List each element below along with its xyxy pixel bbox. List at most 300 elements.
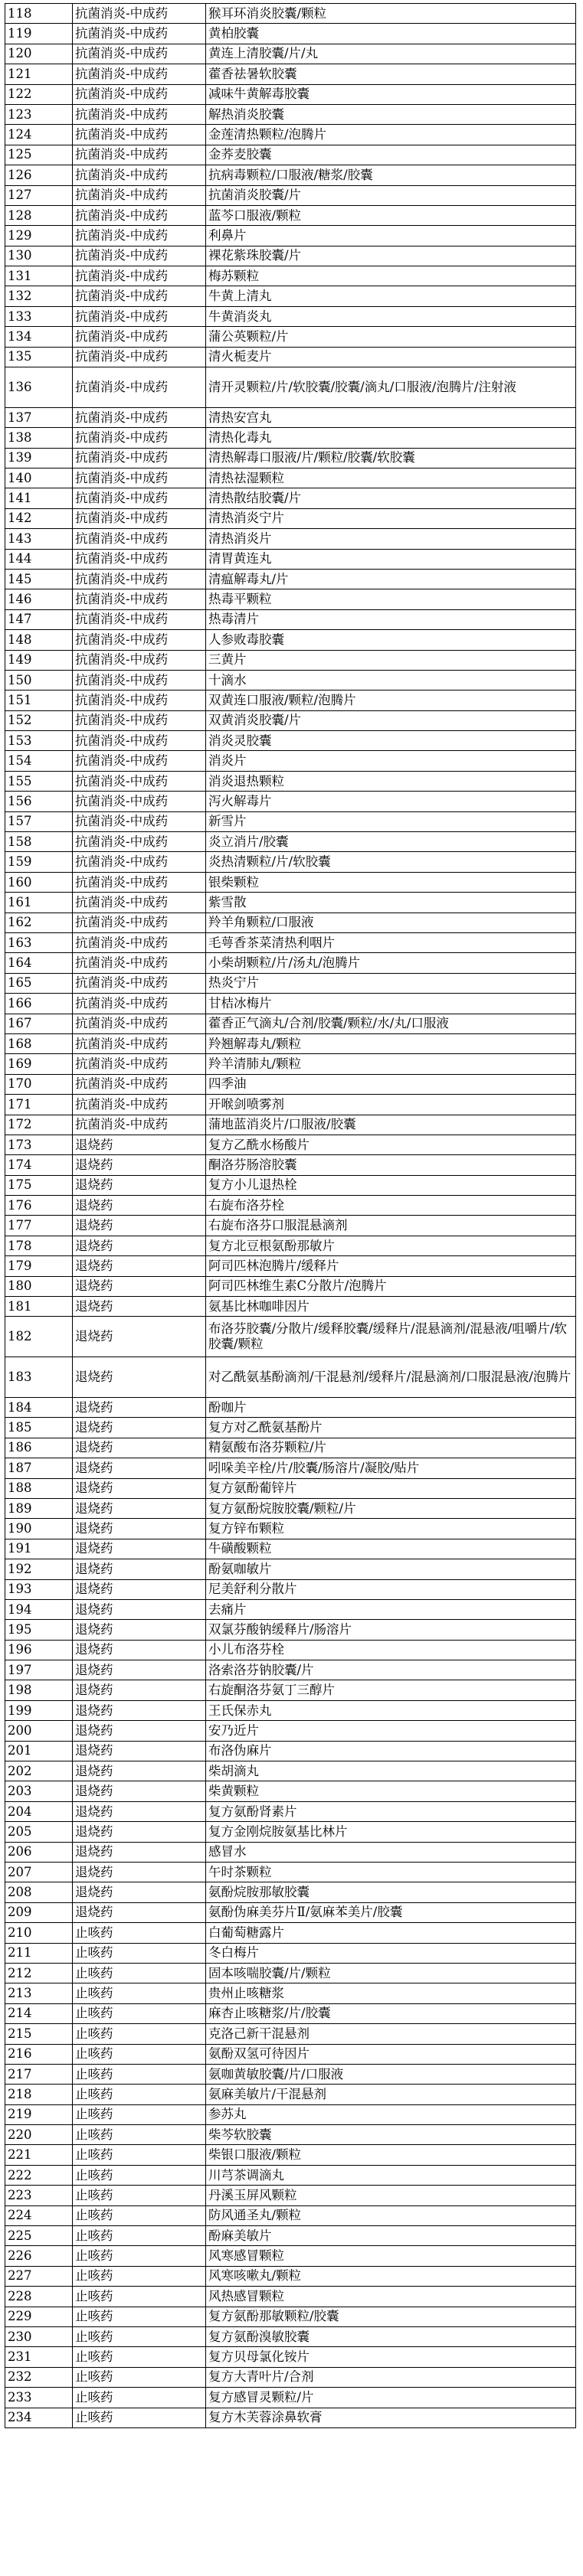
row-category: 退烧药 bbox=[73, 1478, 206, 1498]
row-category: 退烧药 bbox=[73, 1640, 206, 1660]
row-number: 176 bbox=[5, 1196, 73, 1216]
table-row bbox=[5, 2347, 576, 2367]
row-category: 抗菌消炎-中成药 bbox=[73, 771, 206, 791]
table-row bbox=[5, 670, 576, 690]
row-number: 145 bbox=[5, 569, 73, 589]
row-number: 203 bbox=[5, 1781, 73, 1801]
row-category: 止咳药 bbox=[73, 2226, 206, 2246]
row-number: 146 bbox=[5, 589, 73, 609]
table-row bbox=[5, 2064, 576, 2084]
row-category: 抗菌消炎-中成药 bbox=[73, 670, 206, 690]
row-category: 止咳药 bbox=[73, 2104, 206, 2124]
table-row bbox=[5, 2044, 576, 2064]
row-drug-name: 炎热清颗粒/片/软胶囊 bbox=[206, 852, 576, 872]
row-drug-name: 复方氨酚葡锌片 bbox=[206, 1478, 576, 1498]
row-number: 221 bbox=[5, 2145, 73, 2165]
row-category: 退烧药 bbox=[73, 1761, 206, 1781]
row-number: 157 bbox=[5, 811, 73, 831]
table-row bbox=[5, 1842, 576, 1862]
row-drug-name: 清热散结胶囊/片 bbox=[206, 488, 576, 508]
row-drug-name: 酚氨咖敏片 bbox=[206, 1559, 576, 1579]
row-drug-name: 复方木芙蓉涂鼻软膏 bbox=[206, 2408, 576, 2427]
row-number: 208 bbox=[5, 1882, 73, 1902]
row-drug-name: 蒲公英颗粒/片 bbox=[206, 327, 576, 347]
row-number: 132 bbox=[5, 286, 73, 306]
row-drug-name: 减味牛黄解毒胶囊 bbox=[206, 84, 576, 104]
table-row bbox=[5, 650, 576, 670]
table-row bbox=[5, 246, 576, 266]
row-number: 230 bbox=[5, 2326, 73, 2346]
row-drug-name: 对乙酰氨基酚滴剂/干混悬剂/缓释片/混悬滴剂/口服混悬液/泡腾片 bbox=[206, 1357, 576, 1398]
row-drug-name: 布洛芬胶囊/分散片/缓释胶囊/缓释片/混悬滴剂/混悬液/咀嚼片/软胶囊/颗粒 bbox=[206, 1317, 576, 1357]
row-category: 抗菌消炎-中成药 bbox=[73, 205, 206, 225]
row-category: 退烧药 bbox=[73, 1438, 206, 1458]
row-category: 退烧药 bbox=[73, 1700, 206, 1720]
row-number: 151 bbox=[5, 691, 73, 710]
row-number: 137 bbox=[5, 407, 73, 427]
row-category: 退烧药 bbox=[73, 1579, 206, 1599]
row-drug-name: 风寒咳嗽丸/颗粒 bbox=[206, 2266, 576, 2286]
row-number: 135 bbox=[5, 347, 73, 367]
row-category: 退烧药 bbox=[73, 1276, 206, 1296]
row-number: 202 bbox=[5, 1761, 73, 1781]
row-drug-name: 感冒水 bbox=[206, 1842, 576, 1862]
row-number: 119 bbox=[5, 24, 73, 44]
row-number: 123 bbox=[5, 104, 73, 124]
row-drug-name: 氨基比林咖啡因片 bbox=[206, 1297, 576, 1317]
row-drug-name: 阿司匹林维生素C分散片/泡腾片 bbox=[206, 1276, 576, 1296]
row-drug-name: 克洛己新干混悬剂 bbox=[206, 2024, 576, 2044]
row-drug-name: 紫雪散 bbox=[206, 893, 576, 913]
row-drug-name: 热毒平颗粒 bbox=[206, 589, 576, 609]
row-drug-name: 固本咳喘胶囊/片/颗粒 bbox=[206, 1963, 576, 1983]
table-row bbox=[5, 932, 576, 952]
row-drug-name: 右旋布洛芬栓 bbox=[206, 1196, 576, 1216]
table-row bbox=[5, 1579, 576, 1599]
row-number: 150 bbox=[5, 670, 73, 690]
table-row bbox=[5, 469, 576, 488]
row-number: 128 bbox=[5, 205, 73, 225]
row-drug-name: 银柴颗粒 bbox=[206, 872, 576, 892]
table-row bbox=[5, 2125, 576, 2145]
row-drug-name: 洛索洛芬钠胶囊/片 bbox=[206, 1660, 576, 1680]
row-drug-name: 氨酚伪麻美芬片Ⅱ/氨麻苯美片/胶囊 bbox=[206, 1902, 576, 1922]
table-row bbox=[5, 1781, 576, 1801]
row-number: 199 bbox=[5, 1700, 73, 1720]
row-category: 抗菌消炎-中成药 bbox=[73, 751, 206, 771]
row-drug-name: 复方大青叶片/合剂 bbox=[206, 2367, 576, 2387]
row-drug-name: 防风通圣丸/颗粒 bbox=[206, 2205, 576, 2225]
row-drug-name: 风寒感冒颗粒 bbox=[206, 2246, 576, 2266]
row-number: 196 bbox=[5, 1640, 73, 1660]
row-drug-name: 氨咖黄敏胶囊/片/口服液 bbox=[206, 2064, 576, 2084]
row-category: 抗菌消炎-中成药 bbox=[73, 226, 206, 246]
row-number: 215 bbox=[5, 2024, 73, 2044]
row-category: 抗菌消炎-中成药 bbox=[73, 64, 206, 84]
table-row bbox=[5, 1801, 576, 1821]
row-category: 止咳药 bbox=[73, 2266, 206, 2286]
row-category: 抗菌消炎-中成药 bbox=[73, 185, 206, 205]
row-number: 120 bbox=[5, 44, 73, 64]
table-row bbox=[5, 508, 576, 528]
row-category: 抗菌消炎-中成药 bbox=[73, 529, 206, 549]
table-row bbox=[5, 1923, 576, 1943]
row-number: 224 bbox=[5, 2205, 73, 2225]
row-category: 抗菌消炎-中成药 bbox=[73, 145, 206, 165]
row-category: 抗菌消炎-中成药 bbox=[73, 994, 206, 1014]
row-number: 193 bbox=[5, 1579, 73, 1599]
row-number: 226 bbox=[5, 2246, 73, 2266]
row-category: 抗菌消炎-中成药 bbox=[73, 44, 206, 64]
row-category: 抗菌消炎-中成药 bbox=[73, 469, 206, 488]
row-number: 219 bbox=[5, 2104, 73, 2124]
table-row bbox=[5, 1115, 576, 1135]
table-row bbox=[5, 2003, 576, 2023]
row-drug-name: 羚羊角颗粒/口服液 bbox=[206, 913, 576, 932]
row-category: 止咳药 bbox=[73, 2064, 206, 2084]
table-row bbox=[5, 367, 576, 408]
table-row bbox=[5, 1963, 576, 1983]
row-category: 退烧药 bbox=[73, 1196, 206, 1216]
row-drug-name: 清热祛湿颗粒 bbox=[206, 469, 576, 488]
table-row bbox=[5, 1175, 576, 1195]
row-drug-name: 右旋布洛芬口服混悬滴剂 bbox=[206, 1216, 576, 1236]
row-number: 142 bbox=[5, 508, 73, 528]
row-drug-name: 解热消炎胶囊 bbox=[206, 104, 576, 124]
row-category: 抗菌消炎-中成药 bbox=[73, 811, 206, 831]
row-drug-name: 牛磺酸颗粒 bbox=[206, 1539, 576, 1559]
table-row bbox=[5, 1498, 576, 1518]
row-number: 227 bbox=[5, 2266, 73, 2286]
table-row bbox=[5, 1458, 576, 1478]
row-number: 190 bbox=[5, 1519, 73, 1539]
table-row bbox=[5, 1256, 576, 1276]
row-number: 178 bbox=[5, 1236, 73, 1255]
row-category: 退烧药 bbox=[73, 1357, 206, 1398]
row-number: 169 bbox=[5, 1054, 73, 1074]
row-category: 止咳药 bbox=[73, 2085, 206, 2104]
table-row bbox=[5, 347, 576, 367]
table-row bbox=[5, 1135, 576, 1154]
table-row bbox=[5, 1700, 576, 1720]
row-number: 154 bbox=[5, 751, 73, 771]
table-row bbox=[5, 2205, 576, 2225]
row-category: 止咳药 bbox=[73, 1943, 206, 1963]
table-row bbox=[5, 2408, 576, 2427]
row-category: 抗菌消炎-中成药 bbox=[73, 953, 206, 973]
row-drug-name: 金荞麦胶囊 bbox=[206, 145, 576, 165]
row-category: 止咳药 bbox=[73, 2165, 206, 2185]
row-category: 止咳药 bbox=[73, 1963, 206, 1983]
row-drug-name: 冬白梅片 bbox=[206, 1943, 576, 1963]
row-drug-name: 双氯芬酸钠缓释片/肠溶片 bbox=[206, 1620, 576, 1640]
row-number: 192 bbox=[5, 1559, 73, 1579]
row-number: 231 bbox=[5, 2347, 73, 2367]
row-category: 退烧药 bbox=[73, 1721, 206, 1741]
row-number: 184 bbox=[5, 1398, 73, 1418]
row-number: 217 bbox=[5, 2064, 73, 2084]
table-row bbox=[5, 145, 576, 165]
row-number: 194 bbox=[5, 1599, 73, 1619]
row-number: 222 bbox=[5, 2165, 73, 2185]
row-drug-name: 小柴胡颗粒/片/汤丸/泡腾片 bbox=[206, 953, 576, 973]
row-number: 134 bbox=[5, 327, 73, 347]
drug-list-table bbox=[5, 3, 576, 2428]
row-drug-name: 复方氨酚溴敏胶囊 bbox=[206, 2326, 576, 2346]
row-category: 抗菌消炎-中成药 bbox=[73, 549, 206, 569]
row-category: 抗菌消炎-中成药 bbox=[73, 508, 206, 528]
row-category: 止咳药 bbox=[73, 2186, 206, 2205]
row-drug-name: 人参败毒胶囊 bbox=[206, 630, 576, 650]
row-category: 抗菌消炎-中成药 bbox=[73, 266, 206, 286]
row-category: 退烧药 bbox=[73, 1418, 206, 1438]
row-drug-name: 风热感冒颗粒 bbox=[206, 2287, 576, 2307]
row-number: 125 bbox=[5, 145, 73, 165]
row-number: 179 bbox=[5, 1256, 73, 1276]
row-number: 136 bbox=[5, 367, 73, 408]
row-category: 止咳药 bbox=[73, 1983, 206, 2003]
row-number: 183 bbox=[5, 1357, 73, 1398]
table-row bbox=[5, 1599, 576, 1619]
row-category: 退烧药 bbox=[73, 1256, 206, 1276]
row-category: 退烧药 bbox=[73, 1498, 206, 1518]
row-drug-name: 氨麻美敏片/干混悬剂 bbox=[206, 2085, 576, 2104]
table-row bbox=[5, 1902, 576, 1922]
table-row bbox=[5, 731, 576, 751]
row-number: 153 bbox=[5, 731, 73, 751]
row-number: 138 bbox=[5, 428, 73, 448]
row-number: 206 bbox=[5, 1842, 73, 1862]
table-row bbox=[5, 44, 576, 64]
table-row bbox=[5, 1862, 576, 1882]
row-drug-name: 吲哚美辛栓/片/胶囊/肠溶片/凝胶/贴片 bbox=[206, 1458, 576, 1478]
row-drug-name: 消炎退热颗粒 bbox=[206, 771, 576, 791]
row-drug-name: 抗菌消炎胶囊/片 bbox=[206, 185, 576, 205]
row-category: 退烧药 bbox=[73, 1398, 206, 1418]
row-drug-name: 复方对乙酰氨基酚片 bbox=[206, 1418, 576, 1438]
table-row bbox=[5, 488, 576, 508]
row-drug-name: 十滴水 bbox=[206, 670, 576, 690]
table-row bbox=[5, 2388, 576, 2408]
table-row bbox=[5, 165, 576, 185]
row-category: 抗菌消炎-中成药 bbox=[73, 932, 206, 952]
row-drug-name: 王氏保赤丸 bbox=[206, 1700, 576, 1720]
row-drug-name: 金莲清热颗粒/泡腾片 bbox=[206, 125, 576, 145]
row-drug-name: 尼美舒利分散片 bbox=[206, 1579, 576, 1599]
row-drug-name: 川芎茶调滴丸 bbox=[206, 2165, 576, 2185]
row-drug-name: 复方感冒灵颗粒/片 bbox=[206, 2388, 576, 2408]
row-category: 退烧药 bbox=[73, 1902, 206, 1922]
row-category: 抗菌消炎-中成药 bbox=[73, 893, 206, 913]
table-row bbox=[5, 953, 576, 973]
row-number: 191 bbox=[5, 1539, 73, 1559]
row-category: 抗菌消炎-中成药 bbox=[73, 1074, 206, 1094]
table-row bbox=[5, 226, 576, 246]
row-drug-name: 丹溪玉屏风颗粒 bbox=[206, 2186, 576, 2205]
table-row bbox=[5, 1943, 576, 1963]
row-drug-name: 复方贝母氯化铵片 bbox=[206, 2347, 576, 2367]
row-drug-name: 白葡萄糖露片 bbox=[206, 1923, 576, 1943]
row-number: 173 bbox=[5, 1135, 73, 1154]
row-number: 161 bbox=[5, 893, 73, 913]
row-number: 171 bbox=[5, 1095, 73, 1115]
row-drug-name: 布洛伪麻片 bbox=[206, 1741, 576, 1761]
row-number: 185 bbox=[5, 1418, 73, 1438]
row-number: 186 bbox=[5, 1438, 73, 1458]
row-drug-name: 柴芩软胶囊 bbox=[206, 2125, 576, 2145]
row-drug-name: 清热消炎宁片 bbox=[206, 508, 576, 528]
row-category: 止咳药 bbox=[73, 2307, 206, 2326]
table-row bbox=[5, 1418, 576, 1438]
row-drug-name: 藿香祛暑软胶囊 bbox=[206, 64, 576, 84]
row-drug-name: 复方氨酚烷胺胶囊/颗粒/片 bbox=[206, 1498, 576, 1518]
row-number: 140 bbox=[5, 469, 73, 488]
row-number: 189 bbox=[5, 1498, 73, 1518]
table-row bbox=[5, 4, 576, 24]
row-drug-name: 羚翘解毒丸/颗粒 bbox=[206, 1033, 576, 1053]
row-drug-name: 清热消炎片 bbox=[206, 529, 576, 549]
row-category: 抗菌消炎-中成药 bbox=[73, 973, 206, 993]
row-drug-name: 午时茶颗粒 bbox=[206, 1862, 576, 1882]
row-category: 抗菌消炎-中成药 bbox=[73, 1115, 206, 1135]
table-row bbox=[5, 64, 576, 84]
table-row bbox=[5, 1014, 576, 1033]
row-drug-name: 炎立消片/胶囊 bbox=[206, 832, 576, 852]
table-row bbox=[5, 2085, 576, 2104]
table-row bbox=[5, 2326, 576, 2346]
table-row bbox=[5, 1660, 576, 1680]
table-row bbox=[5, 1882, 576, 1902]
table-row bbox=[5, 286, 576, 306]
row-drug-name: 酚麻美敏片 bbox=[206, 2226, 576, 2246]
row-drug-name: 开喉剑喷雾剂 bbox=[206, 1095, 576, 1115]
row-number: 218 bbox=[5, 2085, 73, 2104]
row-number: 147 bbox=[5, 609, 73, 629]
row-drug-name: 蒲地蓝消炎片/口服液/胶囊 bbox=[206, 1115, 576, 1135]
row-number: 201 bbox=[5, 1741, 73, 1761]
row-drug-name: 热炎宁片 bbox=[206, 973, 576, 993]
row-number: 160 bbox=[5, 872, 73, 892]
table-row bbox=[5, 1095, 576, 1115]
row-category: 退烧药 bbox=[73, 1781, 206, 1801]
row-drug-name: 安乃近片 bbox=[206, 1721, 576, 1741]
table-row bbox=[5, 1822, 576, 1842]
table-row bbox=[5, 266, 576, 286]
table-row bbox=[5, 448, 576, 468]
row-drug-name: 酮洛芬肠溶胶囊 bbox=[206, 1155, 576, 1175]
row-number: 234 bbox=[5, 2408, 73, 2427]
row-drug-name: 清热安宫丸 bbox=[206, 407, 576, 427]
row-drug-name: 牛黄消炎丸 bbox=[206, 306, 576, 326]
row-category: 退烧药 bbox=[73, 1741, 206, 1761]
row-category: 退烧药 bbox=[73, 1317, 206, 1357]
row-number: 133 bbox=[5, 306, 73, 326]
row-drug-name: 三黄片 bbox=[206, 650, 576, 670]
table-row bbox=[5, 2307, 576, 2326]
table-row bbox=[5, 913, 576, 932]
table-row bbox=[5, 589, 576, 609]
row-drug-name: 毛萼香茶菜清热利咽片 bbox=[206, 932, 576, 952]
row-number: 130 bbox=[5, 246, 73, 266]
row-drug-name: 牛黄上清丸 bbox=[206, 286, 576, 306]
row-drug-name: 复方北豆根氨酚那敏片 bbox=[206, 1236, 576, 1255]
row-category: 退烧药 bbox=[73, 1539, 206, 1559]
row-category: 退烧药 bbox=[73, 1175, 206, 1195]
table-row bbox=[5, 84, 576, 104]
row-drug-name: 黄柏胶囊 bbox=[206, 24, 576, 44]
row-number: 118 bbox=[5, 4, 73, 24]
table-row bbox=[5, 1680, 576, 1700]
row-category: 抗菌消炎-中成药 bbox=[73, 1014, 206, 1033]
row-category: 退烧药 bbox=[73, 1620, 206, 1640]
table-row bbox=[5, 710, 576, 730]
row-category: 退烧药 bbox=[73, 1801, 206, 1821]
table-row bbox=[5, 2024, 576, 2044]
row-number: 124 bbox=[5, 125, 73, 145]
row-drug-name: 清开灵颗粒/片/软胶囊/胶囊/滴丸/口服液/泡腾片/注射液 bbox=[206, 367, 576, 408]
row-category: 抗菌消炎-中成药 bbox=[73, 165, 206, 185]
row-number: 216 bbox=[5, 2044, 73, 2064]
table-row bbox=[5, 2145, 576, 2165]
row-category: 止咳药 bbox=[73, 2367, 206, 2387]
table-row bbox=[5, 1761, 576, 1781]
table-row bbox=[5, 1216, 576, 1236]
row-category: 抗菌消炎-中成药 bbox=[73, 691, 206, 710]
table-row bbox=[5, 125, 576, 145]
row-category: 抗菌消炎-中成药 bbox=[73, 1095, 206, 1115]
row-drug-name: 甘桔冰梅片 bbox=[206, 994, 576, 1014]
row-number: 121 bbox=[5, 64, 73, 84]
row-category: 退烧药 bbox=[73, 1155, 206, 1175]
table-row bbox=[5, 609, 576, 629]
table-row bbox=[5, 832, 576, 852]
row-number: 180 bbox=[5, 1276, 73, 1296]
row-drug-name: 双黄连口服液/颗粒/泡腾片 bbox=[206, 691, 576, 710]
row-drug-name: 羚羊清肺丸/颗粒 bbox=[206, 1054, 576, 1074]
row-number: 200 bbox=[5, 1721, 73, 1741]
table-row bbox=[5, 1620, 576, 1640]
row-number: 167 bbox=[5, 1014, 73, 1033]
row-category: 抗菌消炎-中成药 bbox=[73, 327, 206, 347]
row-category: 止咳药 bbox=[73, 2205, 206, 2225]
row-category: 退烧药 bbox=[73, 1822, 206, 1842]
row-category: 止咳药 bbox=[73, 2287, 206, 2307]
row-number: 181 bbox=[5, 1297, 73, 1317]
row-number: 139 bbox=[5, 448, 73, 468]
row-category: 抗菌消炎-中成药 bbox=[73, 710, 206, 730]
table-row bbox=[5, 1276, 576, 1296]
row-number: 229 bbox=[5, 2307, 73, 2326]
table-row bbox=[5, 306, 576, 326]
row-category: 退烧药 bbox=[73, 1458, 206, 1478]
row-number: 228 bbox=[5, 2287, 73, 2307]
row-drug-name: 猴耳环消炎胶囊/颗粒 bbox=[206, 4, 576, 24]
row-number: 214 bbox=[5, 2003, 73, 2023]
row-drug-name: 梅苏颗粒 bbox=[206, 266, 576, 286]
row-category: 退烧药 bbox=[73, 1559, 206, 1579]
row-number: 212 bbox=[5, 1963, 73, 1983]
row-category: 抗菌消炎-中成药 bbox=[73, 4, 206, 24]
row-category: 抗菌消炎-中成药 bbox=[73, 872, 206, 892]
row-category: 止咳药 bbox=[73, 1923, 206, 1943]
row-category: 抗菌消炎-中成药 bbox=[73, 347, 206, 367]
row-number: 163 bbox=[5, 932, 73, 952]
table-row bbox=[5, 2186, 576, 2205]
row-drug-name: 复方锌布颗粒 bbox=[206, 1519, 576, 1539]
row-drug-name: 清热化毒丸 bbox=[206, 428, 576, 448]
table-row bbox=[5, 2226, 576, 2246]
row-category: 抗菌消炎-中成药 bbox=[73, 246, 206, 266]
